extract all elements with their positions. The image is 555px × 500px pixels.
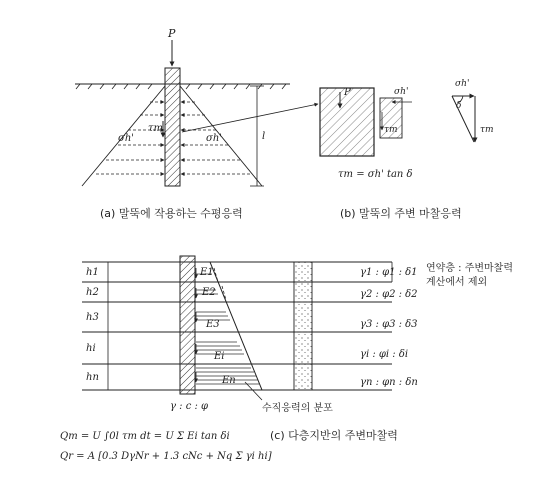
earth-force-i: Ei	[214, 351, 225, 362]
earth-force-3: E3	[206, 319, 220, 330]
friction-equation: τm = σh' tan δ	[338, 169, 413, 180]
layer-props-i: γi : φi : δi	[360, 349, 409, 360]
caption-b: (b) 말뚝의 주변 마찰응력	[340, 207, 462, 220]
caption-c: (c) 다층지반의 주변마찰력	[270, 429, 398, 442]
soil-column	[294, 262, 312, 390]
stress-label-left-a: σh'	[118, 133, 135, 144]
formula-qm: Qm = U ∫0l τm dt = U Σ Ei tan δi	[60, 431, 230, 442]
vector-shear-label: τm	[480, 125, 494, 135]
layer-props-n: γn : φn : δn	[360, 377, 418, 388]
stress-label-b: σh'	[394, 87, 409, 97]
soft-layer-note-1: 연약층 : 주변마찰력	[426, 263, 514, 274]
pile-a	[165, 68, 180, 186]
diagram-b	[320, 88, 475, 156]
distribution-label: 수직응력의 분포	[262, 403, 333, 414]
load-label-a: P	[168, 27, 176, 40]
length-label-a: l	[262, 131, 266, 142]
caption-a: (a) 말뚝에 작용하는 수평응력	[100, 207, 243, 220]
diagram-a	[75, 40, 318, 186]
pile-section-b	[320, 88, 374, 156]
load-label-b: P	[344, 87, 351, 98]
layer-height-1: h1	[86, 267, 99, 278]
ground-ticks-a	[76, 84, 286, 89]
layer-height-3: h3	[86, 312, 99, 323]
pointer-arrow	[182, 104, 318, 132]
soft-layer-note-2: 계산에서 제외	[426, 277, 488, 288]
layer-height-i: hi	[86, 343, 96, 354]
layer-props-3: γ3 : φ3 : δ3	[360, 319, 418, 330]
stress-label-right-a: σh'	[206, 133, 223, 144]
soil-props-label: γ : c : φ	[170, 401, 209, 412]
earth-force-n: En	[222, 375, 236, 386]
vector-stress-label: σh'	[455, 79, 470, 89]
pile-c	[180, 256, 195, 394]
layer-props-2: γ2 : φ2 : δ2	[360, 289, 418, 300]
earth-force-1: E1	[200, 267, 214, 278]
layer-props-1: γ1 : φ1 : δ1	[360, 267, 418, 278]
shear-label-a: τm	[148, 123, 164, 134]
layer-height-n: hn	[86, 372, 99, 383]
earth-force-2: E2	[202, 287, 216, 298]
shear-label-b: τm	[384, 125, 398, 135]
formula-qr: Qr = A [0.3 DγNr + 1.3 cNc + Nq Σ γi hi]	[60, 451, 272, 462]
diagram-c	[82, 256, 392, 400]
vector-angle-label: δ	[456, 101, 462, 111]
layer-height-2: h2	[86, 287, 99, 298]
layer-boundaries	[82, 262, 392, 390]
